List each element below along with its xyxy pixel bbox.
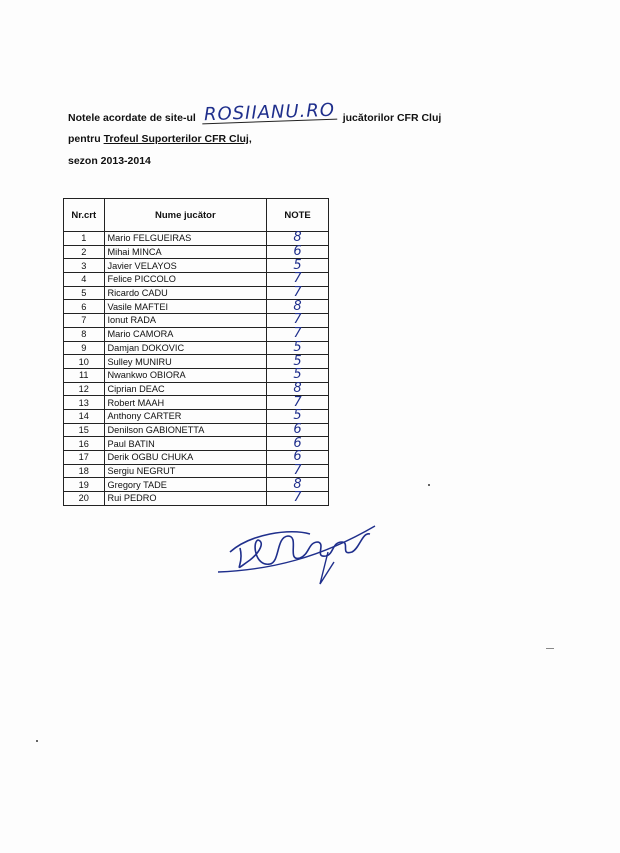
row-number: 5 <box>64 286 105 300</box>
player-name: Nwankwo OBIORA <box>104 368 267 382</box>
row-number: 7 <box>64 314 105 328</box>
table-row <box>64 423 329 437</box>
player-note: 5 <box>267 341 329 355</box>
trophy-comma: , <box>248 133 252 145</box>
player-name: Ricardo CADU <box>104 286 267 300</box>
player-name: Paul BATIN <box>104 437 267 451</box>
player-name: Rui PEDRO <box>104 492 267 506</box>
player-name: Mario CAMORA <box>104 327 267 341</box>
scan-speck <box>36 740 38 742</box>
player-note: 8 <box>267 478 329 492</box>
header-line-1 <box>68 99 442 126</box>
player-note: 6 <box>267 245 329 259</box>
table-row <box>64 451 329 465</box>
player-name: Mihai MINCA <box>104 245 267 259</box>
row-number: 15 <box>64 423 105 437</box>
player-name: Denilson GABIONETTA <box>104 423 267 437</box>
player-note: 7 <box>267 286 329 300</box>
handwritten-site-name: ROSIIANU.RO <box>203 99 336 126</box>
table-row <box>64 492 329 506</box>
player-note: 6 <box>267 437 329 451</box>
player-name: Anthony CARTER <box>104 409 267 423</box>
player-note: 7 <box>267 464 329 478</box>
player-note: 8 <box>267 382 329 396</box>
player-name: Gregory TADE <box>104 478 267 492</box>
table-row <box>64 245 329 259</box>
table-row <box>64 478 329 492</box>
player-note: 7 <box>267 327 329 341</box>
player-note: 5 <box>267 259 329 273</box>
player-note: 5 <box>267 368 329 382</box>
table-row <box>64 232 329 246</box>
row-number: 10 <box>64 355 105 369</box>
table-body <box>64 232 329 506</box>
player-note: 7 <box>267 273 329 287</box>
scores-table <box>63 198 329 506</box>
table-row <box>64 259 329 273</box>
player-note: 7 <box>267 492 329 506</box>
row-number: 16 <box>64 437 105 451</box>
table-row <box>64 368 329 382</box>
row-number: 4 <box>64 273 105 287</box>
header-line2-prefix: pentru <box>68 133 101 145</box>
player-note: 8 <box>267 232 329 246</box>
row-number: 1 <box>64 232 105 246</box>
player-name: Mario FELGUEIRAS <box>104 232 267 246</box>
scan-speck <box>546 648 554 649</box>
player-name: Sergiu NEGRUT <box>104 464 267 478</box>
row-number: 13 <box>64 396 105 410</box>
header-line-2 <box>68 133 252 145</box>
handwritten-signature <box>210 512 380 587</box>
row-number: 2 <box>64 245 105 259</box>
player-note: 5 <box>267 409 329 423</box>
player-name: Ionut RADA <box>104 314 267 328</box>
row-number: 11 <box>64 368 105 382</box>
table-row <box>64 314 329 328</box>
trophy-name: Trofeul Suporterilor CFR Cluj <box>103 133 249 145</box>
row-number: 12 <box>64 382 105 396</box>
table-row <box>64 300 329 314</box>
table-row <box>64 355 329 369</box>
table-header-row <box>64 199 329 232</box>
player-name: Ciprian DEAC <box>104 382 267 396</box>
table-row <box>64 437 329 451</box>
table-row <box>64 464 329 478</box>
table-row <box>64 409 329 423</box>
row-number: 19 <box>64 478 105 492</box>
row-number: 8 <box>64 327 105 341</box>
season-line: sezon 2013-2014 <box>68 155 151 167</box>
player-note: 5 <box>267 355 329 369</box>
header-prefix: Notele acordate de site-ul <box>68 112 196 124</box>
player-name: Javier VELAYOS <box>104 259 267 273</box>
player-name: Derik OGBU CHUKA <box>104 451 267 465</box>
row-number: 3 <box>64 259 105 273</box>
row-number: 6 <box>64 300 105 314</box>
player-note: 6 <box>267 451 329 465</box>
player-name: Vasile MAFTEI <box>104 300 267 314</box>
header-nr: Nr.crt <box>64 199 105 232</box>
table-row <box>64 273 329 287</box>
table-row <box>64 396 329 410</box>
row-number: 20 <box>64 492 105 506</box>
player-note: 7 <box>267 314 329 328</box>
table-row <box>64 341 329 355</box>
player-name: Sulley MUNIRU <box>104 355 267 369</box>
header-suffix: jucătorilor CFR Cluj <box>342 112 442 124</box>
scan-speck <box>428 484 430 486</box>
player-name: Felice PICCOLO <box>104 273 267 287</box>
table-row <box>64 327 329 341</box>
player-note: 7 <box>267 396 329 410</box>
table-row <box>64 286 329 300</box>
header-note: NOTE <box>267 199 329 232</box>
player-note: 8 <box>267 300 329 314</box>
header-name: Nume jucător <box>104 199 267 232</box>
row-number: 18 <box>64 464 105 478</box>
player-name: Robert MAAH <box>104 396 267 410</box>
row-number: 17 <box>64 451 105 465</box>
row-number: 9 <box>64 341 105 355</box>
player-note: 6 <box>267 423 329 437</box>
row-number: 14 <box>64 409 105 423</box>
table-row <box>64 382 329 396</box>
player-name: Damjan DOKOVIC <box>104 341 267 355</box>
